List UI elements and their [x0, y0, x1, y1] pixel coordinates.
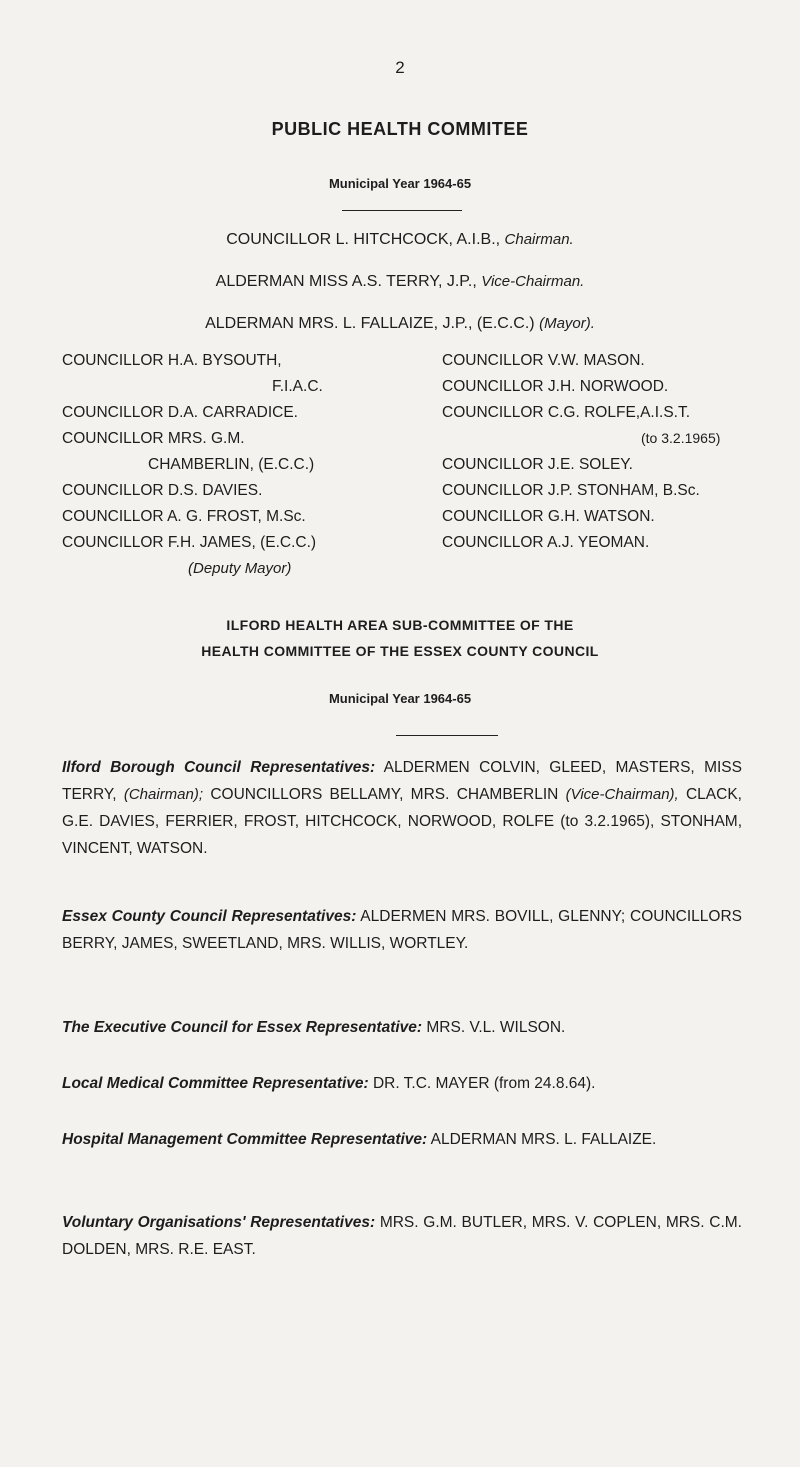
subcommittee-heading-line1: ILFORD HEALTH AREA SUB-COMMITTEE OF THE [226, 617, 574, 633]
member-left: COUNCILLOR H.A. BYSOUTH, [62, 352, 282, 369]
member-left: COUNCILLOR D.S. DAVIES. [62, 482, 263, 499]
divider [396, 735, 498, 736]
voluntary-organisations-representatives: Voluntary Organisations' Representatives: MRS. G.M. BUTLER, MRS. V. COPLEN, MRS. C.M. DOLDEN, MRS. R.E. EAST. [62, 1214, 742, 1258]
chairman-line [0, 231, 800, 249]
vice-chairman-line [0, 273, 800, 291]
member-right: COUNCILLOR C.G. ROLFE,A.I.S.T. [442, 404, 691, 421]
member-left: CHAMBERLIN, (E.C.C.) [148, 456, 315, 473]
member-left: COUNCILLOR MRS. G.M. [62, 430, 245, 447]
divider [342, 210, 462, 211]
member-right: COUNCILLOR V.W. MASON. [442, 352, 645, 369]
medical-committee-representative: Local Medical Committee Representative: DR. T.C. MAYER (from 24.8.64). [62, 1075, 596, 1092]
municipal-year: Municipal Year 1964-65 [328, 176, 472, 191]
page-number: 2 [395, 58, 405, 77]
hospital-label: Hospital Management Committee Representative: [62, 1131, 428, 1148]
member-right: COUNCILLOR J.E. SOLEY. [442, 456, 633, 473]
member-left: COUNCILLOR D.A. CARRADICE. [62, 404, 298, 421]
executive-label: The Executive Council for Essex Representative: [62, 1019, 423, 1036]
essex-representatives: Essex County Council Representatives: ALDERMEN MRS. BOVILL, GLENNY; COUNCILLORS BERRY, JAMES, SWEETLAND, MRS. WILLIS, WORTLEY. [62, 908, 742, 952]
medical-label: Local Medical Committee Representative: [62, 1075, 369, 1092]
member-right: COUNCILLOR A.J. YEOMAN. [442, 534, 650, 551]
ilford-label: Ilford Borough Council Representatives: [62, 759, 376, 776]
subcommittee-municipal-year: Municipal Year 1964-65 [328, 691, 472, 706]
executive-council-representative: The Executive Council for Essex Representative: MRS. V.L. WILSON. [62, 1019, 566, 1036]
member-right: COUNCILLOR J.P. STONHAM, B.Sc. [442, 482, 700, 499]
member-right-note: (to 3.2.1965) [641, 430, 721, 446]
mayor-role: (Mayor). [539, 315, 595, 332]
mayor-name: ALDERMAN MRS. L. FALLAIZE, J.P., (E.C.C.) [205, 315, 540, 332]
member-left: F.I.A.C. [272, 378, 323, 395]
deputy-mayor-note: (Deputy Mayor) [188, 560, 292, 577]
member-left: COUNCILLOR F.H. JAMES, (E.C.C.) [62, 534, 317, 551]
ilford-representatives: Ilford Borough Council Representatives: ALDERMEN COLVIN, GLEED, MASTERS, MISS TERRY, (Chairman); COUNCILLORS BELLAMY, MRS. CHAMBERLIN (Vice-Chairman), CLACK, G.E. DAVIES, FERRIER, FROST, HITCHCOCK, NORWOOD, ROLFE (to 3.2.1965), STONHAM, VINCENT, WATSON. [62, 759, 742, 857]
member-left: COUNCILLOR A. G. FROST, M.Sc. [62, 508, 306, 525]
mayor-line [0, 315, 800, 333]
chairman-name: COUNCILLOR L. HITCHCOCK, A.I.B., [226, 231, 505, 248]
subcommittee-heading-line2: HEALTH COMMITTEE OF THE ESSEX COUNTY COUNCIL [201, 643, 599, 659]
essex-label: Essex County Council Representatives: [62, 908, 357, 925]
page-title: PUBLIC HEALTH COMMITEE [271, 119, 529, 139]
member-right: COUNCILLOR G.H. WATSON. [442, 508, 655, 525]
chairman-role: Chairman. [504, 231, 574, 248]
vice-chairman-role: Vice-Chairman. [481, 273, 585, 290]
hospital-committee-representative: Hospital Management Committee Representative: ALDERMAN MRS. L. FALLAIZE. [62, 1131, 657, 1148]
member-right: COUNCILLOR J.H. NORWOOD. [442, 378, 669, 395]
voluntary-label: Voluntary Organisations' Representatives: [62, 1214, 376, 1231]
vice-chairman-name: ALDERMAN MISS A.S. TERRY, J.P., [215, 273, 482, 290]
